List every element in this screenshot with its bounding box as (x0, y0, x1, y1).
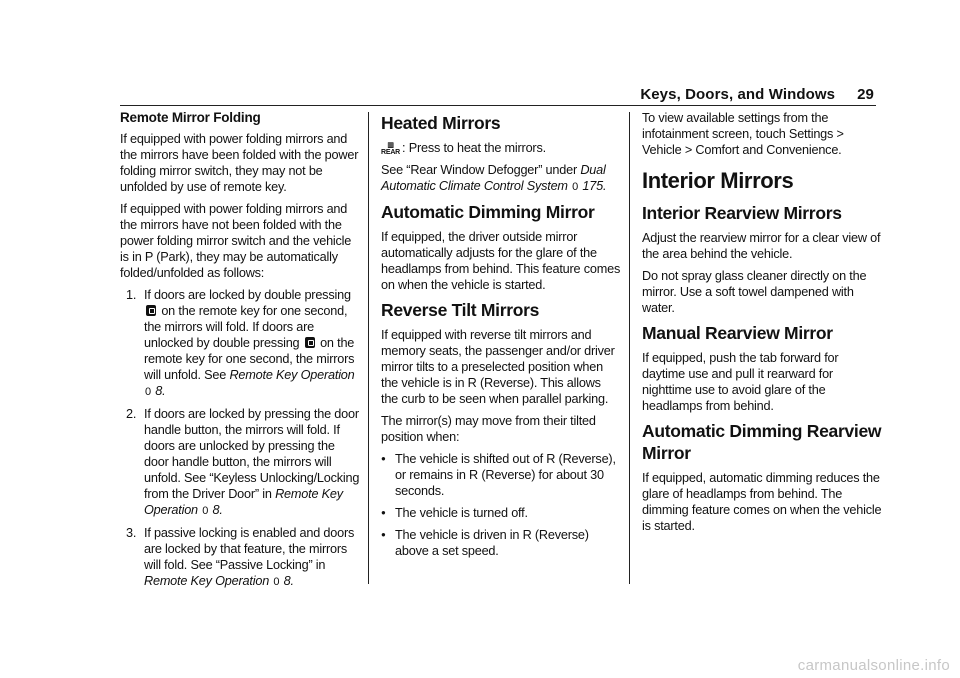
watermark: carmanualsonline.info (797, 657, 950, 674)
list-item: 3. If passive locking is enabled and doors are locked by that feature, the mirrors will fold. See “Passive Locking” in Remote Key Operation 0 8. (126, 526, 355, 588)
page-ref-arrow-icon: 0 (202, 505, 209, 517)
paragraph: The mirror(s) may move from their tilted position when: (381, 414, 596, 444)
column-divider (368, 112, 369, 584)
list-item: ● The vehicle is turned off. (381, 505, 621, 521)
rear-defog-icon: ▥ REAR (381, 142, 401, 156)
tilt-conditions-list (381, 451, 621, 559)
list-item: ● The vehicle is shifted out of R (Reverse), or remains in R (Reverse) for about 30 seconds. (381, 451, 621, 499)
unlock-icon (305, 337, 315, 348)
page-ref-arrow-icon: 0 (273, 576, 280, 588)
page-ref-arrow-icon: 0 (145, 386, 151, 398)
interior-rearview-mirrors-heading: Interior Rearview Mirrors (642, 203, 842, 223)
column-right (642, 110, 882, 540)
paragraph: If equipped with power folding mirrors and the mirrors have been folded with the power folding mirror switch, they may not be unfolded by use of remote key. (120, 132, 359, 194)
automatic-dimming-rearview-mirror-heading: Automatic Dimming Rearview Mirror (642, 421, 882, 463)
column-middle (381, 110, 621, 565)
paragraph: If equipped, push the tab forward for daytime use and pull it rearward for nighttime use to avoid glare of the headlamps from behind. (642, 351, 839, 413)
cross-reference-link[interactable]: Remote Key Operation (144, 487, 343, 517)
page-number: 29 (857, 86, 874, 103)
paragraph: ▥ REAR : Press to heat the mirrors. (381, 141, 546, 156)
list-item: ● The vehicle is driven in R (Reverse) above a set speed. (381, 527, 621, 559)
manual-rearview-mirror-heading: Manual Rearview Mirror (642, 323, 833, 343)
list-item: 2. If doors are locked by pressing the door handle button, the mirrors will fold. If doors are unlocked by pressing the door handle button, the mirrors will unfold. See “Keyless Unlocking/Locking from the Driver Door” in Remote Key Operation 0 8. (126, 407, 360, 517)
automatic-dimming-mirror-heading: Automatic Dimming Mirror (381, 202, 595, 222)
paragraph: If equipped, automatic dimming reduces the glare of headlamps from behind. The dimming feature comes on when the vehicle is started. (642, 471, 882, 533)
paragraph: If equipped with reverse tilt mirrors and memory seats, the passenger and/or driver mirror tilts to a preselected position when the vehicle is in R (Reverse). This allows the curb to be seen when parallel parking. (381, 328, 615, 406)
remote-mirror-folding-heading: Remote Mirror Folding (120, 110, 261, 125)
page-ref-arrow-icon: 0 (572, 181, 579, 193)
cross-reference-link[interactable]: Dual Automatic Climate Control System (381, 163, 606, 193)
lock-icon (146, 305, 156, 316)
paragraph: To view available settings from the infotainment screen, touch Settings > Vehicle > Comfort and Convenience. (642, 111, 844, 157)
paragraph: If equipped with power folding mirrors and the mirrors have not been folded with the power folding mirror switch and the vehicle is in P (Park), they may be automatically folded/unfolded as follows: (120, 202, 352, 280)
interior-mirrors-heading: Interior Mirrors (642, 168, 794, 193)
list-item: 1. If doors are locked by double pressing on the remote key for one second, the mirrors will fold. If doors are unlocked by double pressing on the remote key for one second, the mirrors will unfold. See Remote Key Operation 0 8. (126, 288, 355, 398)
column-left (120, 110, 360, 596)
section-title: Keys, Doors, and Windows (640, 86, 836, 103)
paragraph: Do not spray glass cleaner directly on the mirror. Use a soft towel dampened with water. (642, 269, 867, 315)
cross-reference-link[interactable]: Remote Key Operation (229, 368, 355, 382)
running-header (640, 86, 874, 103)
paragraph: If equipped, the driver outside mirror automatically adjusts for the glare of the headlamps from behind. This feature comes on when the vehicle is started. (381, 230, 621, 292)
folding-steps-list (120, 287, 360, 590)
paragraph: See “Rear Window Defogger” under Dual Automatic Climate Control System 0 175. (381, 163, 607, 193)
paragraph: Adjust the rearview mirror for a clear view of the area behind the vehicle. (642, 231, 881, 261)
heated-mirrors-heading: Heated Mirrors (381, 113, 501, 133)
reverse-tilt-mirrors-heading: Reverse Tilt Mirrors (381, 300, 540, 320)
column-divider (629, 112, 630, 584)
cross-reference-link[interactable]: Remote Key Operation (144, 574, 270, 588)
header-rule (120, 105, 876, 106)
